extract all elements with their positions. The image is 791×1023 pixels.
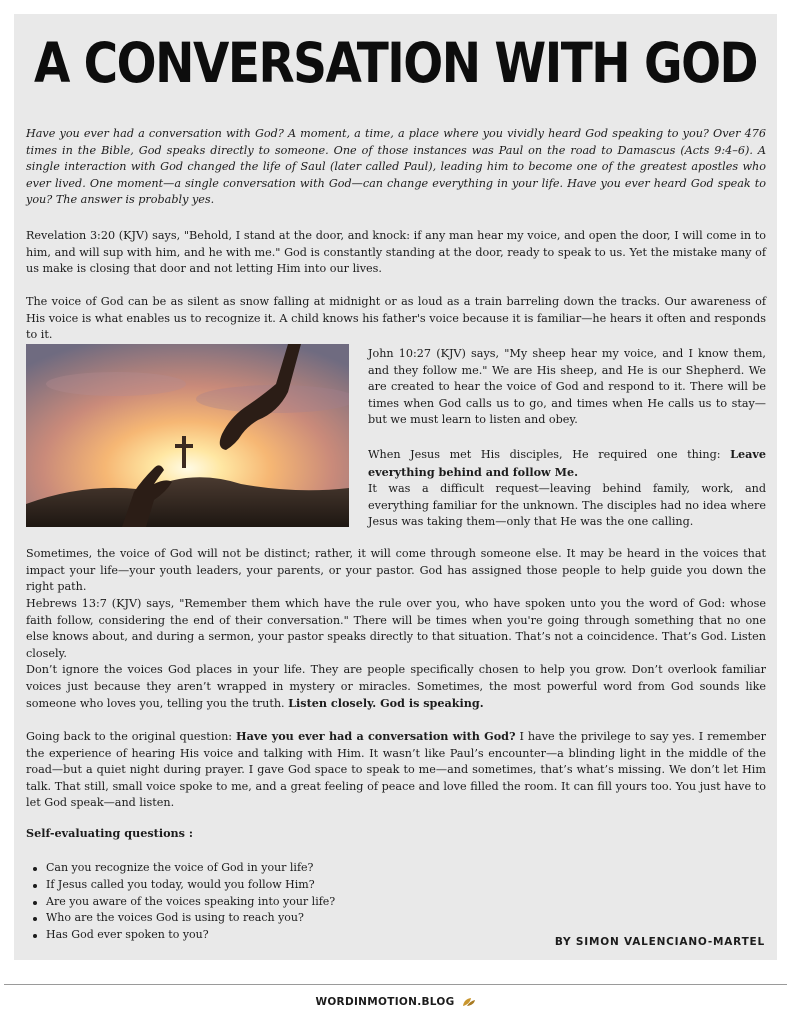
revelation-paragraph: Revelation 3:20 (KJV) says, "Behold, I stand at the door, and knock: if any man hear my voice, and open the door, I will come in to him, and will sup with him, and he with me." God is constantly standing at the door, ready to speak to us. Yet the mistake many of us make is closing that door and not letting Him into our lives. — [26, 229, 766, 276]
questions-list — [26, 860, 335, 944]
list-item: Has God ever spoken to you? — [26, 927, 335, 944]
ignore-bold-text: Listen closely. God is speaking. — [288, 696, 484, 711]
back-lead-text: Going back to the original question: — [26, 730, 236, 743]
back-paragraph — [26, 728, 766, 812]
ignore-text: Don’t ignore the voices God places in your life. They are people specifically chosen to help you grow. Don’t overlook familiar voices just because they aren’t wrapped in mystery or miracles. Sometimes, the most powerful word from God sounds like someone who loves you, telling you the truth. — [26, 663, 766, 711]
voice-paragraph: The voice of God can be as silent as snow falling at midnight or as loud as a train barreling down the tracks. Our awareness of His voice is what enables us to recognize it. A child knows his father's voice because it is familiar—he hears it often and responds to it. — [26, 295, 766, 342]
jesus-paragraph — [368, 446, 766, 531]
back-bold-text: Have you ever had a conversation with God? — [236, 729, 516, 743]
jesus-rest-text: It was a difficult request—leaving behind family, work, and everything familiar for the unknown. The disciples had no idea where Jesus was taking them—only that He was the one calling. — [368, 482, 766, 529]
intro-paragraph: Have you ever had a conversation with God? A moment, a time, a place where you vividly heard God speaking to you? Over 476 times in the Bible, God speaks directly to someone. One of those instances was Paul on the road to Damascus (Acts 9:4–6). A single interaction with God changed the life of Saul (later called Paul), leading him to become one of the greatest apostles who ever lived. One moment—a single conversation with God—can change everything in your life. Have you ever heard God speak to you? The answer is probably yes. — [26, 127, 766, 207]
hands-cross-sunset-image — [26, 344, 349, 527]
jesus-bold-text: Leave everything behind and follow Me. — [368, 447, 766, 479]
jesus-lead-text: When Jesus met His disciples, He required one thing: — [368, 448, 731, 461]
questions-heading: Self-evaluating questions : — [26, 826, 193, 840]
list-item: If Jesus called you today, would you follow Him? — [26, 877, 335, 894]
sometimes-paragraph: Sometimes, the voice of God will not be distinct; rather, it will come through someone else. It may be heard in the voices that impact your life—your youth leaders, your parents, or your pastor. God has assigned those people to help guide you down the right path. — [26, 547, 766, 594]
ignore-paragraph — [26, 662, 766, 713]
john-paragraph: John 10:27 (KJV) says, "My sheep hear my voice, and I know them, and they follow me." We are His sheep, and He is our Shepherd. We are created to hear the voice of God and respond to it. There will be times when God calls us to go, and times when He calls us to stay—but we must learn to listen and obey. — [368, 347, 766, 427]
page-title: A CONVERSATION WITH GOD — [33, 31, 758, 97]
footer — [0, 996, 791, 1010]
list-item: Who are the voices God is using to reach you? — [26, 910, 335, 927]
list-item: Are you aware of the voices speaking into your life? — [26, 894, 335, 911]
author-byline: BY SIMON VALENCIANO-MARTEL — [554, 936, 765, 948]
hebrews-paragraph: Hebrews 13:7 (KJV) says, "Remember them which have the rule over you, who have spoken unto you the word of God: whose faith follow, considering the end of their conversation." There will be times when you're going through something that no one else knows about, and during a sermon, your pastor speaks directly to that situation. That’s not a coincidence. That’s God. Listen closely. — [26, 597, 766, 660]
back-rest-text: I have the privilege to say yes. I remember the experience of hearing His voice and talking with Him. It wasn’t like Paul’s encounter—a blinding light in the middle of the road—but a quiet night during prayer. I gave God space to speak to me—and sometimes, that’s what’s missing. We don’t let Him talk. That still, small voice spoke to me, and a great feeling of peace and love filled the room. It can fill yours too. You just have to let God speak—and listen. — [26, 730, 767, 810]
list-item: Can you recognize the voice of God in your life? — [26, 860, 335, 877]
footer-site-link[interactable]: WORDINMOTION.BLOG — [315, 996, 455, 1008]
leaf-icon — [462, 997, 476, 1010]
footer-divider — [4, 984, 787, 985]
